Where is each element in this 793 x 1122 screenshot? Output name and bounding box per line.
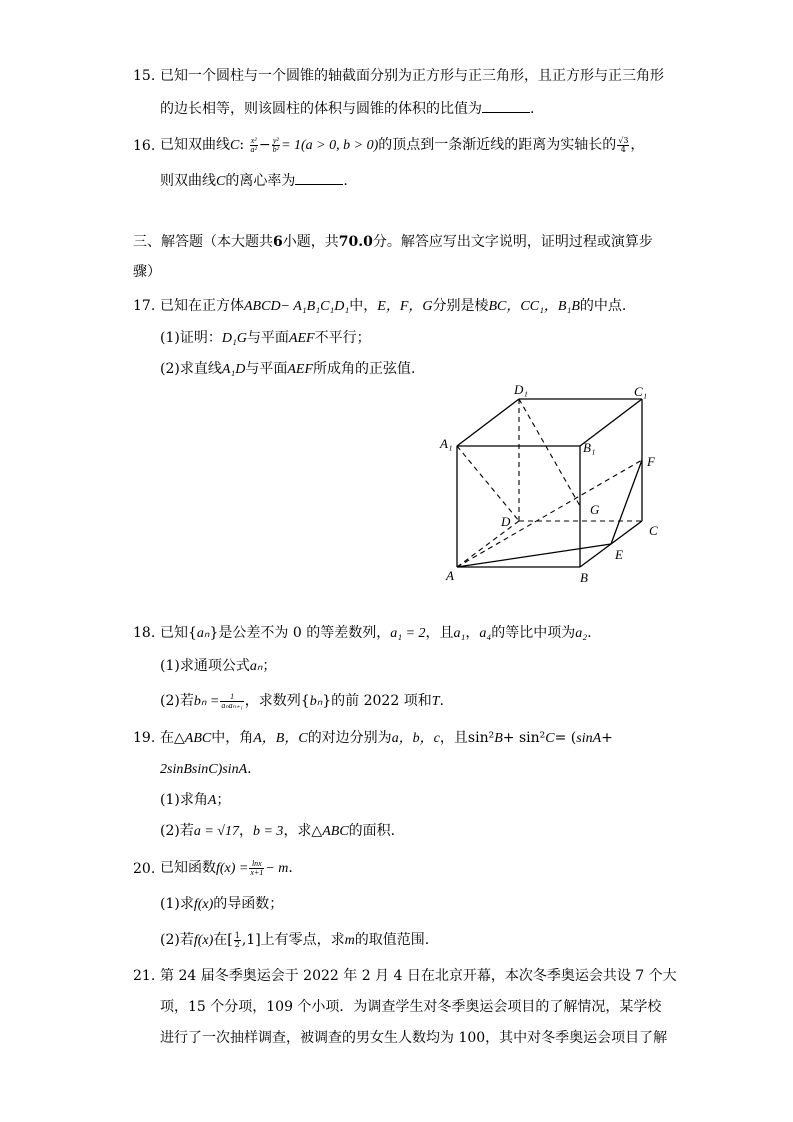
section-header: 三、解答题（本大题共6小题，共70.0分。解答应写出文字说明，证明过程或演算步 (133, 234, 653, 250)
label-D1: D₁ (514, 382, 528, 397)
q20-number: 20. (133, 861, 156, 877)
q19-number: 19. (133, 730, 156, 746)
q20-part1: (1)求f(x)的导函数； (160, 896, 284, 912)
fraction-sqrt3-4: $\frac{√3}{4}$ (618, 135, 629, 154)
label-A: A (446, 568, 454, 583)
label-D: D (501, 514, 511, 529)
fraction-lnx-over-x1: $\frac{\ln x}{x+1}$ (250, 858, 264, 877)
q17-part2: (2)求直线A₁D与平面AEF所成角的正弦值. (160, 361, 416, 377)
q18-number: 18. (133, 625, 156, 641)
label-B1: B₁ (583, 440, 596, 455)
q16-number: 16. (133, 138, 156, 154)
q19-line1: 在△ABC中，角A，B，C的对边分别为a，b，c，且sin²B+ sin²C= (sinA+ (160, 730, 613, 746)
q20-part2: (2)若f(x)在[ $\frac{1}{2}$ ,1]上有零点，求m的取值范围. (160, 930, 430, 949)
q17-number: 17. (133, 298, 156, 314)
segment-A1-D (457, 446, 519, 521)
label-F: F (647, 454, 655, 469)
q19-part1: (1)求角A； (160, 792, 231, 808)
label-A1: A₁ (440, 436, 453, 451)
q19-part2: (2)若a = √17，b = 3，求△ABC的面积. (160, 823, 396, 839)
q15-number: 15. (133, 68, 156, 84)
edge-B1-C1 (580, 399, 642, 446)
segment-A-E (457, 544, 611, 567)
q18-line1: 已知{aₙ}是公差不为 0 的等差数列，a₁ = 2，且a₁，a₄的等比中项为a₂. (160, 625, 592, 641)
label-G: G (590, 502, 600, 517)
segment-E-F (611, 460, 642, 544)
label-C: C (649, 523, 658, 538)
fraction-x2-a2: $\frac{\text{x²}}{\text{a²}}$ (250, 135, 257, 154)
q21-line1: 第 24 届冬季奥运会于 2022 年 2 月 4 日在北京开幕，本次冬季奥运会共设 7 个大 (160, 968, 677, 984)
q18-part2: (2)若bₙ = $\frac{1}{\text{aₙaₙ₊₁}}$ ，求数列{bₙ}的前 2022 项和T. (160, 691, 444, 710)
q16-line2: 则双曲线C的离心率为 . (160, 173, 348, 189)
fraction-y2-b2: $\frac{\text{y²}}{\text{b²}}$ (272, 135, 280, 154)
q20-line1: 已知函数f(x) = $\frac{\ln x}{x+1}$ − m. (160, 858, 293, 877)
fraction-1-over-an-an1: $\frac{1}{\text{aₙaₙ₊₁}}$ (221, 691, 243, 710)
q15-text: 的边长相等，则该圆柱的体积与圆锥的体积的比值为 (160, 101, 482, 117)
q16-line1: 已知双曲线C: $\frac{\text{x²}}{\text{a²}}$ − $\frac{\text{y²}}{\text{b²}}$ = 1(a > 0, b > 0)的顶点到一条渐近线的距离为实轴长的 $\frac{√3}{4}$ ， (160, 135, 645, 154)
fraction-half: $\frac{1}{2}$ (234, 930, 240, 949)
q21-line3: 进行了一次抽样调查，被调查的男女生人数均为 100，其中对冬季奥运会项目了解 (160, 1030, 668, 1046)
edge-A1-D1 (457, 399, 519, 446)
q15-line1: 已知一个圆柱与一个圆锥的轴截面分别为正方形与正三角形，且正方形与正三角形 (160, 68, 664, 84)
q17-part1: (1)证明：D₁G与平面AEF不平行； (160, 330, 371, 346)
label-B: B (580, 570, 588, 585)
q19-line2: 2sinBsinC)sinA. (160, 761, 252, 777)
q21-number: 21. (133, 968, 156, 984)
label-E: E (615, 547, 623, 562)
q18-part1: (1)求通项公式aₙ； (160, 658, 277, 674)
q21-line2: 项，15 个分项，109 个小项．为调查学生对冬季奥运会项目的了解情况，某学校 (160, 999, 662, 1015)
q17-line1: 已知在正方体ABCD− A₁B₁C₁D₁中，E，F，G分别是棱BC，CC₁，B₁B的中点. (160, 298, 627, 314)
label-C1: C₁ (634, 384, 648, 399)
q15-line2: 的边长相等，则该圆柱的体积与圆锥的体积的比值为 . (160, 101, 535, 117)
section-header-line2: 骤） (133, 264, 161, 280)
segment-D1-G (519, 399, 580, 506)
